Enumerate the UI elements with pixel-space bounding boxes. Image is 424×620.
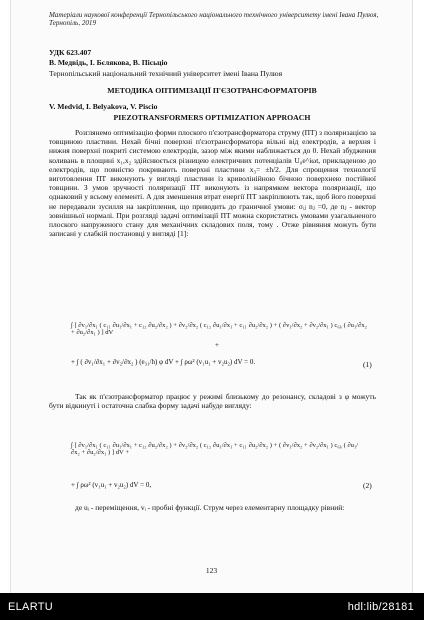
- equation-1-plus: +: [215, 341, 219, 349]
- equation-1-line-1: ∫ [ ∂v₁/∂x₁ ( c₁₁ ∂u₁/∂x₁ + c₁₂ ∂u₂/∂x₂ ) + ∂v₂/∂x₂ ( c₁₂ ∂u₁/∂x₁ + c₁₁ ∂u₂/∂x₂ ) + ( ∂v₁/∂x₂ + ∂v₂/∂x₁ ) c₆₆ ( ∂u₁/∂x₂ + ∂u₂/∂x₁ ) ] dV: [71, 322, 367, 336]
- conference-header: Матеріали наукової конференції Тернопільського національного технічного університету імені Івана Пулюя, Тернопіль, 2019: [49, 11, 379, 28]
- udc-code: УДК 623.407: [49, 48, 92, 57]
- paragraph-intro: [49, 128, 376, 238]
- title-en: PIEZOTRANSFORMERS OPTIMIZATION APPROACH: [113, 113, 311, 122]
- authors-ua: В. Медвідь, І. Бєлякова, В. Пісьціо: [49, 58, 168, 67]
- paragraph-middle: [49, 392, 376, 410]
- equation-2-line-2: + ∫ ρω² (v₁u₁ + v₂u₂) dV = 0,: [71, 481, 152, 489]
- paragraph-end: [49, 503, 376, 512]
- affiliation: Тернопільський національний технічний університет імені Івана Пулюя: [49, 69, 283, 78]
- page-number: 123: [205, 566, 218, 575]
- equation-2-line-1: ∫ [ ∂v₁/∂x₁ ( c₁₁ ∂u₁/∂x₁ + c₁₂ ∂u₂/∂x₂ ) + ∂v₂/∂x₂ ( c₁₂ ∂u₁/∂x₁ + c₁₁ ∂u₂/∂x₂ ) + ( ∂v₁/∂x₂ + ∂v₂/∂x₁ ) c₆₆ ( ∂u₁/∂x₂ + ∂u₂/∂x₁ ) ] dV +: [71, 442, 359, 456]
- footer-repository-name: ELARTU: [8, 601, 53, 613]
- paragraph-1: Розглянемо оптимізацію форми плоского п'єзотрансформатора струму (ПТ) з поляризацією за товщиною пластини. Нехай бічні поверхні п'єзотрансформатора вільні від електродів, а верхня і нижня поверхні покриті системою електродів, зазор між якими наближається до 0. Нехай збудження коливань в площині x₁,x₂ здійснюється різницею електричних потенціалів U₀e^iωt, прикладеною до електродів, що повністю покривають поверхні пластини x₃= ±h/2. Для спрощення технології виготовлення ПТ виконують у вигляді пластини із криволінійною бічною поверхнею постійної товщини. З умов зручності поляризації ПТ виконують із напрямком вектора поляризації, що однаковий у всьому елементі. А для зменшення втрат енергії ПТ закріплюють так, щоб його поверхні не передавали зусилля на закріплення, що приводить до граничної умови: σᵢⱼ nⱼ =0, де nⱼ - вектор зовнішньої нормалі. При розгляді задачі оптимізації ПТ можна скористатись умовами узагальненого плоского напруженого стану для механічних складових поля, тому . Отже рівняння можуть бути записані у слабкій постановці у вигляді [1]:: [49, 128, 376, 239]
- paragraph-2: Так як п'єзотрансформатор працює у режимі близькому до резонансу, складові з φ можуть бути відкинуті і остаточна слабка форму задачі набуде вигляду:: [49, 392, 376, 411]
- equation-1-line-2: + ∫ ( ∂v₁/∂x₁ + ∂v₂/∂x₂ ) (e₃₁/h) φ dV + ∫ ρω² (v₁u₁ + v₂u₂) dV = 0.: [71, 358, 256, 366]
- title-ua: МЕТОДИКА ОПТИМІЗАЦІЇ П'ЄЗОТРАНСФОРМАТОРІВ: [107, 86, 317, 95]
- paper-page: [10, 0, 413, 593]
- paragraph-3: де uᵢ - переміщення, vᵢ - пробні функції. Струм через елементарну площадку рівний:: [75, 503, 345, 512]
- equation-2-number: (2): [363, 481, 372, 490]
- repository-footer: [0, 593, 424, 620]
- equation-1-number: (1): [363, 360, 372, 369]
- footer-handle-link[interactable]: hdl:lib/28181: [347, 601, 414, 613]
- authors-en: V. Medvid, I. Belyakova, V. Piscio: [49, 102, 158, 111]
